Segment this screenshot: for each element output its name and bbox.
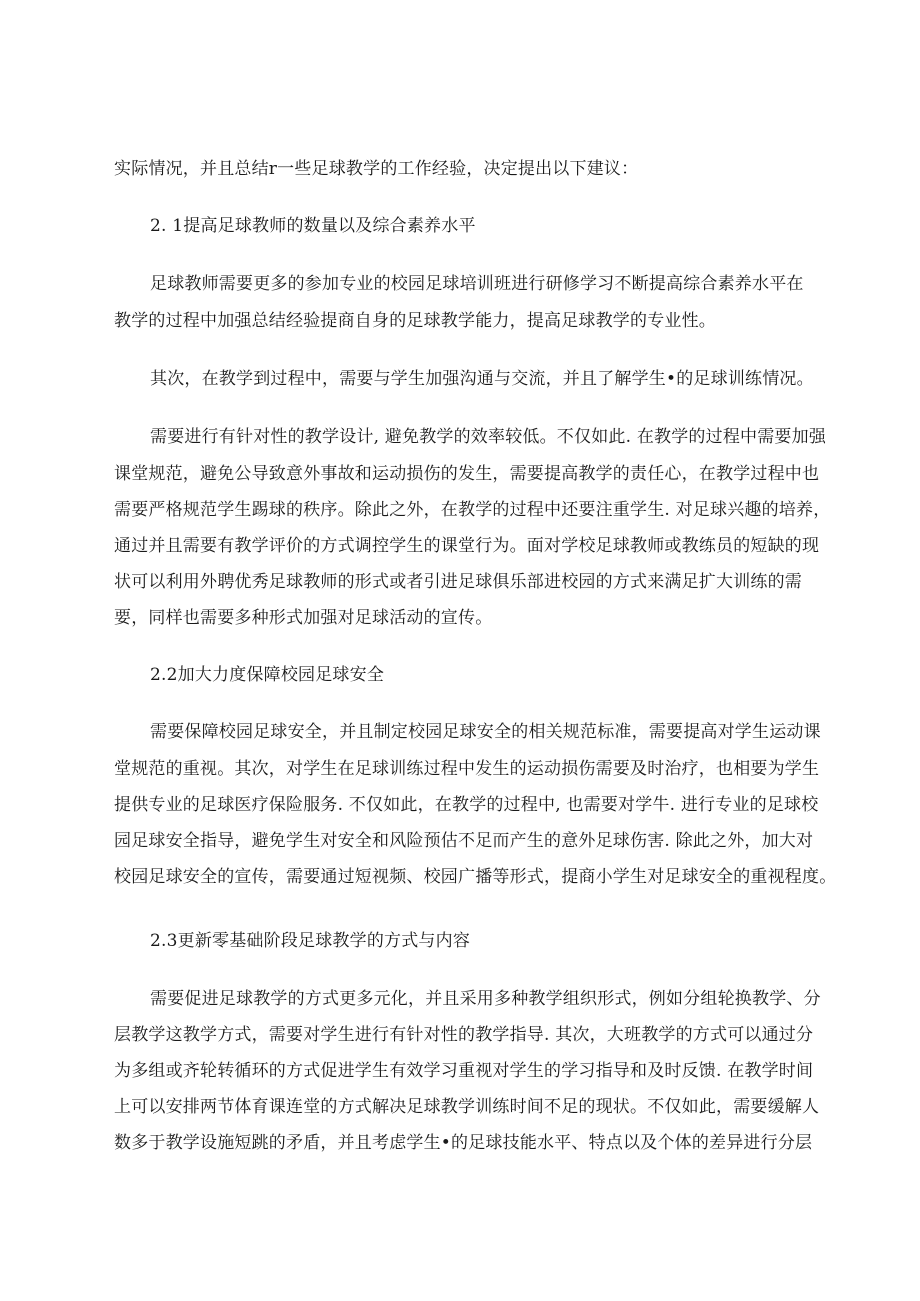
- paragraph-2-2-line-1: 需要保障校园足球安全，并且制定校园足球安全的相关规范标准，需要提高对学生运动课: [150, 722, 821, 742]
- paragraph-2-1-c-line-3: 需要严格规范学生踢球的秩序。除此之外，在教学的过程中还要注重学生. 对足球兴趣的培养，: [114, 500, 831, 520]
- paragraph-2-1-c-line-5: 状可以利用外聘优秀足球教师的形式或者引进足球俱乐部进校园的方式来满足扩大训练的需: [114, 572, 802, 592]
- heading-2-1: 2. 1提高足球教师的数量以及综合素养水平: [150, 216, 476, 236]
- paragraph-2-1-c-line-6: 要，同样也需要多种形式加强对足球活动的宣传。: [114, 608, 493, 628]
- paragraph-2-3-line-2: 层教学这教学方式，需要对学生进行有针对性的教学指导. 其次，大班教学的方式可以通过分: [114, 1025, 814, 1045]
- paragraph-2-2-line-2: 堂规范的重视。其次，对学生在足球训练过程中发生的运动损伤需要及时治疗，也相要为学生: [114, 759, 820, 779]
- paragraph-2-1-c-line-1: 需要进行有针对性的教学设计, 避免教学的效率较低。不仅如此. 在教学的过程中需要加强: [150, 427, 827, 447]
- paragraph-2-2-line-5: 校园足球安全的宣传，需要通过短视频、校园广播等形式，提商小学生对足球安全的重视程度。: [114, 867, 837, 887]
- paragraph-2-3-line-5: 数多于教学设施短跳的矛盾，并且考虑学生•的足球技能水平、特点以及个体的差异进行分层: [114, 1133, 813, 1153]
- paragraph-2-1-c-line-4: 通过并且需要有教学评价的方式调控学生的课堂行为。面对学校足球教师或教练员的短缺的现: [114, 536, 820, 556]
- paragraph-2-1-b-line-1: 其次，在教学到过程中，需要与学生加强沟通与交流，并且了解学生•的足球训练情况。: [150, 369, 814, 389]
- paragraph-2-2-line-3: 提供专业的足球医疗保险服务. 不仅如此，在教学的过程中, 也需要对学牛. 进行专业的足球校: [114, 795, 819, 815]
- paragraph-2-3-line-4: 上可以安排两节体育课连堂的方式解决足球教学训练时间不足的现状。不仅如此，需要缓解人: [114, 1097, 820, 1117]
- paragraph-2-1-a-line-2: 教学的过程中加强总结经验提商自身的足球教学能力，提高足球教学的专业性。: [114, 311, 716, 331]
- paragraph-2-1-c-line-2: 课堂规范，避免公导致意外事故和运动损伤的发生，需要提高教学的责任心，在教学过程中也: [114, 464, 820, 484]
- paragraph-2-2-line-4: 园足球安全指导，避免学生对安全和风险预估不足而产生的意外足球伤害. 除此之外，加大对: [114, 831, 814, 851]
- heading-2-3: 2.3更新零基础阶段足球教学的方式与内容: [150, 931, 471, 951]
- paragraph-2-3-line-1: 需要促进足球教学的方式更多元化，并且采用多种教学组织形式，例如分组轮换教学、分: [150, 989, 821, 1009]
- intro-line: 实际情况，并且总结r一些足球教学的工作经验，决定提出以下建议：: [114, 159, 639, 179]
- paragraph-2-3-line-3: 为多组或齐轮转循环的方式促进学生有效学习重视对学生的学习指导和及时反馈. 在教学时间: [114, 1061, 814, 1081]
- heading-2-2: 2.2加大力度保障校园足球安全: [150, 665, 385, 685]
- paragraph-2-1-a-line-1: 足球教师需要更多的参加专业的校园足球培训班进行研修学习不断提高综合素养水平在: [150, 274, 804, 294]
